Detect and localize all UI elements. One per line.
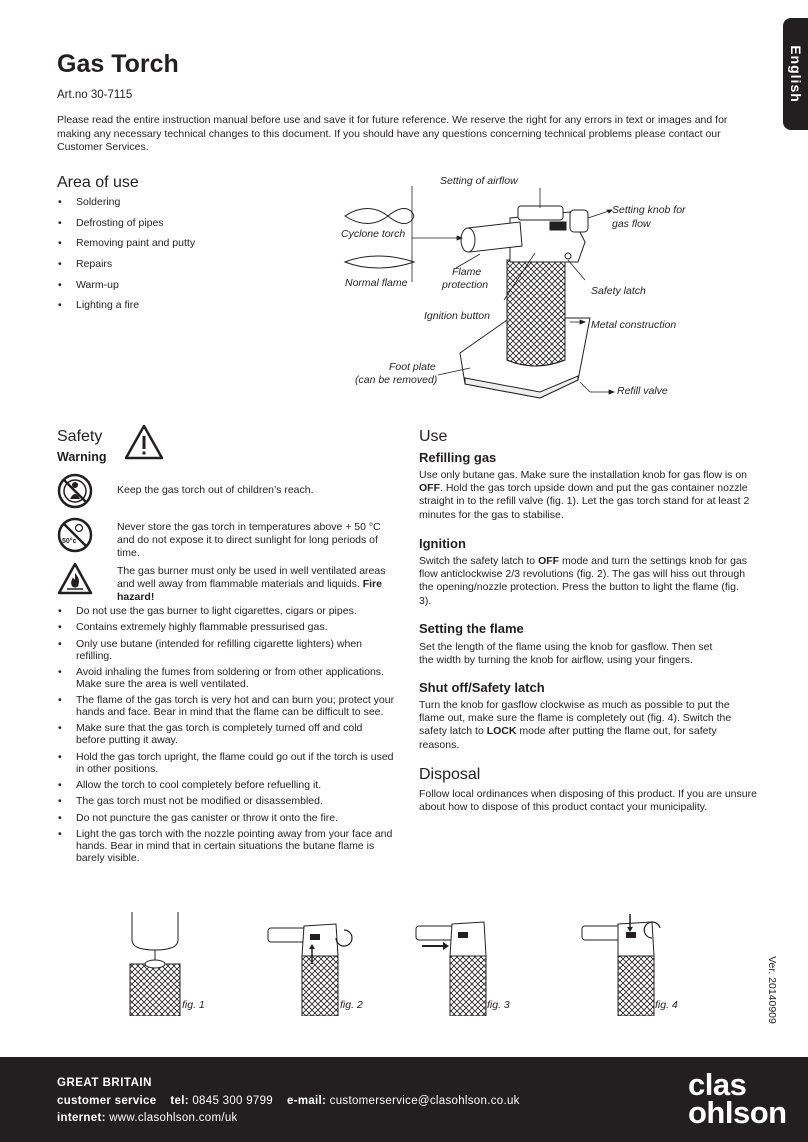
internet-label: internet: <box>57 1112 106 1124</box>
label-latch: Safety latch <box>591 285 646 297</box>
language-tab <box>783 18 808 130</box>
warning-heading: Warning <box>57 450 107 464</box>
fig-3-illustration <box>412 918 498 1016</box>
shutoff-text <box>419 699 744 752</box>
refilling-text-2: . Hold the gas torch upside down and put the gas container nozzle straight in to the refill valve (fig. 1). Let the gas torch stand for at least 2 minutes for the gas to stabilise. <box>419 482 750 521</box>
language-label: English <box>787 45 804 103</box>
footer-country: GREAT BRITAIN <box>57 1077 152 1089</box>
rotate-arrow-icon <box>336 930 352 946</box>
shutoff-heading: Shut off/Safety latch <box>419 680 545 695</box>
no-heat-sun-icon <box>57 517 93 553</box>
list-item: • Soldering <box>57 196 307 217</box>
list-item: • Repairs <box>57 258 307 279</box>
warning-triangle-icon <box>124 424 164 460</box>
fire-hazard-text: Fire hazard! <box>117 578 382 603</box>
ignition-heading: Ignition <box>419 536 466 551</box>
refilling-text <box>419 469 754 522</box>
logo-line-1: clas <box>688 1067 747 1102</box>
fig-3-label: fig. 3 <box>487 999 510 1011</box>
article-number: Art.no 30-7115 <box>57 89 133 101</box>
list-item: • Contains extremely highly flammable pressurised gas. <box>57 621 395 633</box>
metal-mesh-icon <box>507 260 565 366</box>
shutoff-text-1: Turn the knob for gasflow clockwise as much as possible to put the flame out, make sure the flame is completely out (fig. 4). Switch the safety latch to <box>419 699 732 738</box>
label-foot-line2: (can be removed) <box>355 374 438 386</box>
warning-text: Keep the gas torch out of children’s reach. <box>117 484 314 496</box>
lock-text: LOCK <box>486 725 517 738</box>
warning-text: Never store the gas torch in temperatures above + 50 °C and do not expose it to direct sunlight for long periods of time. <box>117 521 381 559</box>
fig-1-label: fig. 1 <box>182 999 205 1011</box>
page-title: Gas Torch <box>57 50 179 78</box>
website-link[interactable]: www.clasohlson.com/uk <box>109 1112 238 1124</box>
label-foot-line1: Foot plate <box>389 361 436 373</box>
phone-number: 0845 300 9799 <box>192 1095 274 1107</box>
intro-text: Please read the entire instruction manual before use and save it for future reference. We reserve the right for any errors in text or images and for making any necessary technical changes to this document. If you should have any questions concerning technical problems please contact our Customer Services. <box>57 114 728 153</box>
use-heading: Use <box>419 428 448 445</box>
warning-text <box>117 565 397 604</box>
refilling-heading: Refilling gas <box>419 450 497 465</box>
footer <box>0 1057 808 1142</box>
label-ignition: Ignition button <box>424 310 490 322</box>
label-knob-line2: gas flow <box>612 218 651 230</box>
version-label <box>764 955 780 1025</box>
list-item: • Only use butane (intended for refilling cigarette lighters) when refilling. <box>57 638 395 662</box>
clas-ohlson-logo <box>688 1067 787 1130</box>
off-text: OFF <box>538 555 560 567</box>
ignition-text-2: mode and turn the settings knob for gas flow anticlockwise 2/3 revolutions (fig. 2). The gas will hiss out through the opening/nozzle protection. Press the button to light the flame (fig. 3). <box>419 555 748 607</box>
label-flame-line1: Flame <box>452 266 482 278</box>
list-item: • Do not puncture the gas canister or throw it onto the fire. <box>57 812 395 824</box>
disposal-text: Follow local ordinances when disposing of this product. If you are unsure about how to dispose of this product contact your municipality. <box>419 788 757 814</box>
ignition-text-1: Switch the safety latch to <box>419 555 539 567</box>
area-of-use-heading: Area of use <box>57 174 139 191</box>
refilling-text-1: Use only butane gas. Make sure the installation knob for gas flow is on <box>419 469 748 481</box>
footer-internet-line <box>57 1112 238 1124</box>
label-metal: Metal construction <box>591 319 677 331</box>
setting-heading: Setting the flame <box>419 621 524 636</box>
press-arrow-icon <box>443 942 449 950</box>
nozzle-tip-icon <box>461 228 475 252</box>
label-normal: Normal flame <box>345 277 408 289</box>
airflow-ring-icon <box>518 206 563 220</box>
list-item: • The flame of the gas torch is very hot and can burn you; protect your hands and face. Bear in mind that the flame can be difficult to see. <box>57 694 395 718</box>
tel-label: tel: <box>170 1095 189 1107</box>
fig-4-label: fig. 4 <box>655 999 678 1011</box>
list-item: • Removing paint and putty <box>57 237 307 258</box>
label-knob-line1: Setting knob for <box>612 204 686 216</box>
disposal-heading: Disposal <box>419 766 481 783</box>
list-item: • Do not use the gas burner to light cigarettes, cigars or pipes. <box>57 605 395 617</box>
ignition-text <box>419 555 749 608</box>
version-text: Ver. 20140909 <box>766 956 778 1024</box>
setting-text: Set the length of the flame using the knob for gasflow. Then set the width by turning the knob for airflow, using your fingers. <box>419 641 713 667</box>
temp-icon-text: 50°c <box>62 538 77 545</box>
flammable-icon <box>57 561 93 597</box>
fig-1-illustration <box>120 912 190 1016</box>
list-item: • Lighting a fire <box>57 299 307 320</box>
list-item: • Avoid inhaling the fumes from soldering or from other applications. Make sure the area is well ventilated. <box>57 666 395 690</box>
list-item: • Light the gas torch with the nozzle pointing away from your face and hands. Bear in mind that in certain situations the butane flame is barely visible. <box>57 828 395 864</box>
area-of-use-list <box>57 196 307 320</box>
cyclone-flame-icon <box>345 209 414 224</box>
fig-2-label: fig. 2 <box>340 999 363 1011</box>
label-airflow: Setting of airflow <box>440 175 518 187</box>
shutoff-text-2: mode after putting the flame out, for safety reasons. <box>419 725 717 751</box>
no-children-icon <box>57 473 93 509</box>
label-cyclone: Cyclone torch <box>341 228 406 240</box>
logo-line-2: ohlson <box>688 1095 787 1130</box>
normal-flame-icon <box>345 256 414 268</box>
list-item: • Warm-up <box>57 279 307 300</box>
email-label: e-mail: <box>287 1095 327 1107</box>
list-item: • Defrosting of pipes <box>57 217 307 238</box>
safety-list <box>57 605 395 868</box>
list-item: • Hold the gas torch upright, the flame could go out if the torch is used in other positions. <box>57 751 395 775</box>
service-label: customer service <box>57 1095 157 1107</box>
list-item: • Allow the torch to cool completely before refuelling it. <box>57 779 395 791</box>
warning-text-main: The gas burner must only be used in well ventilated areas and well away from flammable materials and liquids. <box>117 565 386 590</box>
label-flame-line2: protection <box>442 279 489 291</box>
email-link[interactable]: customerservice@clasohlson.co.uk <box>329 1095 520 1107</box>
off-text: OFF <box>419 482 440 495</box>
gas-knob-icon <box>570 210 588 232</box>
footer-contact-line <box>57 1095 520 1107</box>
safety-heading: Safety <box>57 428 103 445</box>
list-item: • The gas torch must not be modified or disassembled. <box>57 795 395 807</box>
label-refill: Refill valve <box>617 385 668 397</box>
list-item: • Make sure that the gas torch is completely turned off and cold before putting it away. <box>57 722 395 746</box>
